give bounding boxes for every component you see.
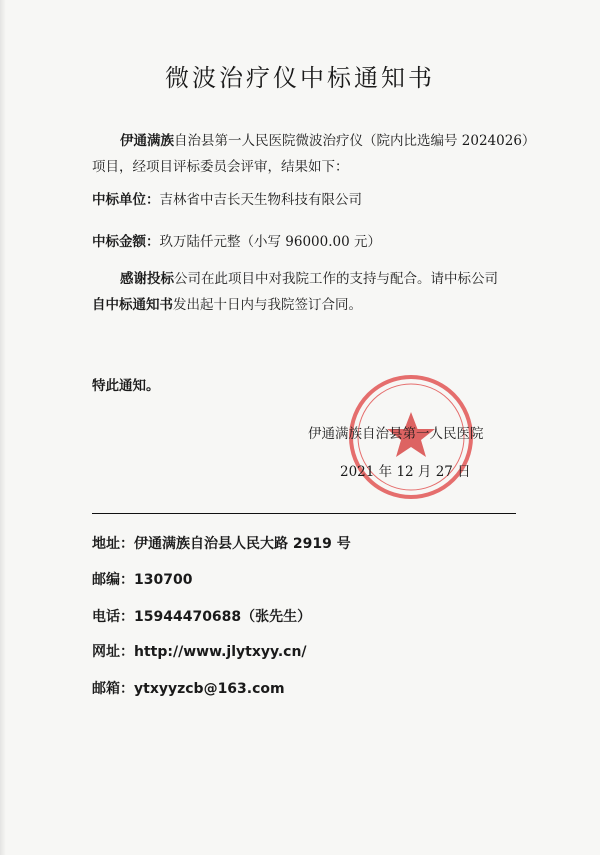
thanks-bold-2: 自中标通知书 <box>92 297 173 313</box>
address-line <box>92 533 351 553</box>
phone-line <box>92 606 311 626</box>
amount-line <box>92 230 381 250</box>
divider-line <box>92 513 516 514</box>
thanks-paragraph <box>92 266 532 318</box>
website-label: 网址： <box>92 644 134 660</box>
address-value: 伊通满族自治县人民大路 2919 号 <box>134 536 351 552</box>
intro-text: 自治县第一人民医院微波治疗仪（院内比选编号 2024026）项目，经项目评标委员会评审，结果如下： <box>92 133 529 175</box>
email-label: 邮箱： <box>92 681 134 697</box>
thanks-text: 公司在此项目中对我院工作的支持与配合。请中标公司 <box>174 271 498 287</box>
email-line <box>92 678 285 698</box>
postcode-label: 邮编： <box>92 572 134 588</box>
website-link[interactable]: http://www.jlytxyy.cn/ <box>134 644 307 660</box>
amount-label: 中标金额： <box>92 234 160 250</box>
email-link[interactable]: ytxyyzcb@163.com <box>134 681 285 697</box>
intro-hospital-bold: 伊通满族 <box>120 133 174 149</box>
signature-name: 伊通满族自治县第一人民医院 <box>308 426 484 442</box>
scan-edge-left <box>0 0 6 855</box>
postcode-value: 130700 <box>134 572 193 588</box>
postcode-line <box>92 569 192 589</box>
phone-value: 15944470688（张先生） <box>134 609 312 625</box>
address-label: 地址： <box>92 536 134 552</box>
website-line <box>92 641 307 661</box>
intro-paragraph <box>92 128 532 180</box>
winner-value: 吉林省中吉长天生物科技有限公司 <box>159 192 362 208</box>
closing-notice: 特此通知。 <box>92 378 160 394</box>
amount-value: 玖万陆仟元整（小写 96000.00 元） <box>159 234 381 250</box>
thanks-bold: 感谢投标 <box>120 271 174 287</box>
winner-label: 中标单位： <box>92 192 160 208</box>
winner-line <box>92 188 362 208</box>
signature-date: 2021 年 12 月 27 日 <box>340 464 471 480</box>
document-title: 微波治疗仪中标通知书 <box>165 64 435 92</box>
phone-label: 电话： <box>92 609 134 625</box>
thanks-text-2: 发出起十日内与我院签订合同。 <box>173 297 362 313</box>
